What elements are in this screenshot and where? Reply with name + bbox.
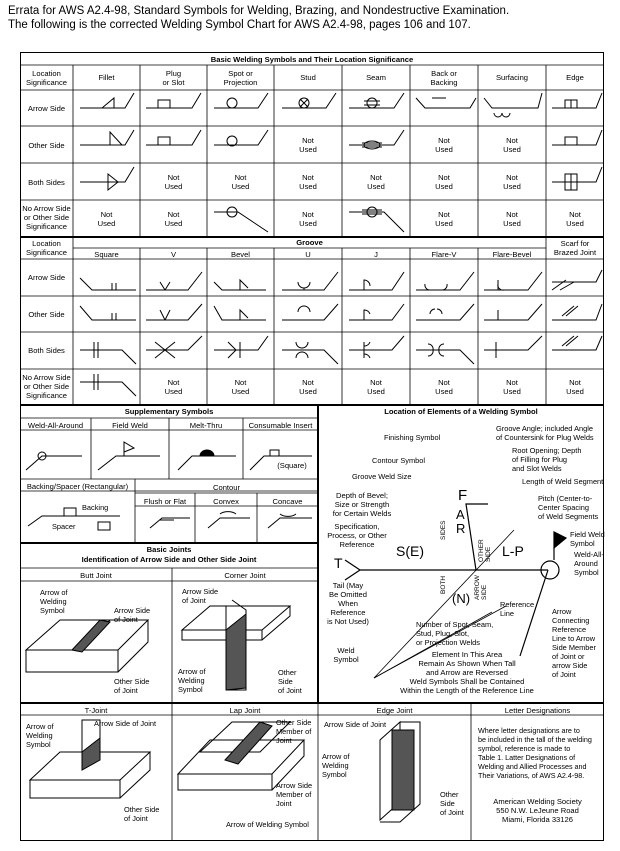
groove-row-label-other: Other Side	[28, 310, 65, 319]
groove-col-v: V	[170, 250, 177, 259]
le-letter-a: A	[456, 507, 465, 522]
basic-table-title: Basic Welding Symbols and Their Location Significance	[210, 55, 414, 64]
butt-joint-drawing	[26, 620, 148, 672]
groove-col-square: Square	[94, 250, 119, 259]
t-arrow-side: Arrow Side of Joint	[94, 719, 157, 728]
le-arrow-side: ARROW SIDE	[474, 575, 488, 600]
basic-row-label-other: Other Side	[28, 141, 65, 150]
edge-arrow-side: Arrow Side of Joint	[324, 720, 387, 729]
basic-col-header-surfacing: Surfacing	[495, 73, 529, 82]
lap-arrow-side: Arrow Side Member of Joint	[276, 781, 313, 808]
groove-title: Groove	[296, 238, 323, 247]
corner-arrow-side: Arrow Side of Joint	[182, 587, 219, 605]
t-other-side: Other Side of Joint	[124, 805, 160, 823]
groove-col-bevel: Bevel	[231, 250, 250, 259]
le-letter-lp: L-P	[502, 543, 524, 559]
edge-joint-drawing	[380, 722, 420, 822]
supplementary-title: Supplementary Symbols	[124, 407, 214, 416]
le-arrow-connecting: Arrow Connecting Reference Line to Arrow Side Member of Joint or arrow Side of Joint	[552, 607, 596, 679]
not-used: Not Used	[367, 173, 385, 191]
butt-arrow-side: Arrow Side of Joint	[114, 606, 151, 624]
supp-backing: Backing	[82, 503, 109, 512]
letter-designations-label: Letter Designations	[504, 706, 571, 715]
not-used: Not Used	[503, 173, 521, 191]
le-other-side: OTHER SIDE	[478, 539, 492, 562]
groove-row-label-both: Both Sides	[28, 346, 65, 355]
le-letter-r: R	[456, 521, 466, 536]
le-letter-t: T	[334, 555, 343, 571]
basic-col-header-plug: Plug or Slot	[162, 69, 185, 87]
le-letter-se: S(E)	[396, 543, 424, 559]
supp-contour: Contour	[212, 483, 241, 492]
not-used: Not Used	[299, 136, 317, 154]
lap-arrow-label: Arrow of Welding Symbol	[226, 820, 309, 829]
supp-spacer: Spacer	[52, 522, 76, 531]
le-both: BOTH	[440, 575, 447, 594]
not-used: Not Used	[231, 173, 250, 191]
basic-row-label-none: No Arrow Side or Other Side Significance	[22, 204, 71, 231]
basic-joints-title-1: Basic Joints	[146, 545, 192, 554]
groove-row-label-none: No Arrow Side or Other Side Significance	[22, 373, 71, 400]
supp-field-weld: Field Weld	[112, 421, 148, 430]
basic-col-header-location: Location Significance	[26, 69, 67, 87]
not-used: Not Used	[503, 378, 521, 396]
corner-arrow-label: Arrow of Welding Symbol	[178, 667, 206, 694]
not-used: Not Used	[164, 173, 183, 191]
basic-joints-title-2: Identification of Arrow Side and Other Side Joint	[81, 555, 257, 564]
basic-arrow-side-symbols	[80, 93, 602, 117]
groove-col-j: J	[374, 250, 378, 259]
groove-col-flare-v: Flare-V	[431, 250, 457, 259]
groove-arrow-side-symbols	[80, 270, 602, 290]
corner-other-side: Other Side of Joint	[278, 668, 302, 695]
edge-arrow-label: Arrow of Welding Symbol	[322, 752, 350, 779]
butt-other-side: Other Side of Joint	[114, 677, 150, 695]
supp-weld-all-around: Weld-All-Around	[27, 421, 84, 430]
basic-row-label-both: Both Sides	[28, 178, 65, 187]
supp-flush: Flush or Flat	[143, 497, 187, 506]
edge-joint-label: Edge Joint	[376, 706, 413, 715]
le-length: Length of Weld Segment	[522, 477, 604, 486]
le-number: Number of Spot, Seam, Stud, Plug, Slot, or Projection Welds	[416, 620, 494, 647]
not-used: Not Used	[164, 210, 183, 228]
supp-melt-thru: Melt-Thru	[189, 421, 223, 430]
not-used: Not Used	[97, 210, 116, 228]
supp-consumable-insert: Consumable Insert	[248, 421, 313, 430]
not-used: Not Used	[566, 210, 584, 228]
le-contour: Contour Symbol	[372, 456, 425, 465]
le-depth: Depth of Bevel; Size or Strength for Certain Welds	[332, 491, 392, 518]
le-tail: Tail (May Be Omitted When Reference is Not Used)	[327, 581, 369, 626]
not-used: Not Used	[566, 378, 584, 396]
edge-other-side: Other Side of Joint	[440, 790, 464, 817]
not-used: Not Used	[299, 210, 317, 228]
butt-joint-label: Butt Joint	[80, 571, 112, 580]
le-reference-line: Reference Line	[500, 600, 535, 618]
t-joint-label: T-Joint	[84, 706, 108, 715]
supp-square: (Square)	[277, 461, 307, 470]
not-used: Not Used	[435, 378, 453, 396]
le-spec: Specification, Process, or Other Reference	[327, 522, 387, 549]
basic-row-label-arrow: Arrow Side	[27, 104, 66, 113]
butt-arrow-label: Arrow of Welding Symbol	[40, 588, 68, 615]
not-used: Not Used	[435, 136, 453, 154]
le-root-opening: Root Opening; Depth of Filling for Plug and Slot Welds	[512, 446, 582, 473]
not-used: Not Used	[299, 173, 317, 191]
corner-joint-label: Corner Joint	[224, 571, 266, 580]
groove-row-label-arrow: Arrow Side	[27, 273, 66, 282]
le-letter-f: F	[458, 487, 468, 504]
not-used: Not Used	[299, 378, 317, 396]
le-sides: SIDES	[440, 520, 447, 540]
not-used: Not Used	[503, 210, 521, 228]
le-groove-angle: Groove Angle; included Angle of Countersink for Plug Welds	[496, 424, 594, 442]
not-used: Not Used	[503, 136, 521, 154]
le-field-weld: Field Weld Symbol	[570, 530, 605, 548]
header-line-1: Errata for AWS A2.4-98, Standard Symbols for Welding, Brazing, and Nondestructive Examination.	[8, 5, 510, 17]
le-weld-symbol: Weld Symbol	[333, 646, 359, 664]
supp-convex: Convex	[213, 497, 239, 506]
basic-col-header-fillet: Fillet	[98, 73, 115, 82]
basic-col-header-edge: Edge	[566, 73, 584, 82]
groove-col-scarf: Scarf for Brazed Joint	[553, 239, 597, 257]
not-used: Not Used	[164, 378, 183, 396]
groove-both-sides-symbols	[80, 336, 602, 364]
basic-col-header-spot: Spot or Projection	[223, 69, 258, 87]
supp-concave: Concave	[272, 497, 303, 506]
groove-col-u: U	[305, 250, 311, 259]
groove-loc-header: Location Significance	[26, 239, 67, 257]
lap-joint-label: Lap Joint	[229, 706, 261, 715]
groove-other-side-symbols	[80, 304, 602, 320]
header-line-2: The following is the corrected Welding Symbol Chart for AWS A2.4-98, pages 106 and 107.	[8, 19, 471, 31]
groove-no-side-symbols	[80, 374, 136, 396]
lap-other-side: Other Side Member of Joint	[276, 718, 312, 745]
not-used: Not Used	[435, 210, 453, 228]
location-elements-title: Location of Elements of a Welding Symbol	[384, 407, 538, 416]
not-used: Not Used	[367, 378, 385, 396]
basic-col-header-seam: Seam	[366, 73, 386, 82]
groove-col-flare-bevel: Flare-Bevel	[492, 250, 532, 259]
le-weld-all-around: Weld-All- Around Symbol	[574, 550, 604, 577]
supp-backing-title: Backing/Spacer (Rectangular)	[26, 482, 129, 491]
t-arrow-label: Arrow of Welding Symbol	[26, 722, 54, 749]
basic-col-header-stud: Stud	[300, 73, 316, 82]
le-pitch: Pitch (Center-to- Center Spacing of Weld Segments	[538, 494, 599, 521]
le-groove-size: Groove Weld Size	[352, 472, 412, 481]
le-letter-n: (N)	[452, 591, 471, 606]
not-used: Not Used	[231, 378, 250, 396]
le-finishing: Finishing Symbol	[384, 433, 441, 442]
le-element-area: Element In This Area Remain As Shown When Tall and Arrow are Reversed Weld Symbols Shall be Contained Within the Length of the Reference Line	[400, 650, 534, 695]
not-used: Not Used	[435, 173, 453, 191]
aws-address: American Welding Society 550 N.W. LeJeune Road Miami, Florida 33126	[493, 797, 582, 824]
basic-col-header-back: Back or Backing	[430, 69, 458, 87]
letter-designations-text: Where letter designations are to be included in the tall of the welding symbol, reference is made to Table 1. Latter Designations of Welding and Allied Processes and Their Variations, of AWS A2.4-98.	[478, 726, 592, 780]
